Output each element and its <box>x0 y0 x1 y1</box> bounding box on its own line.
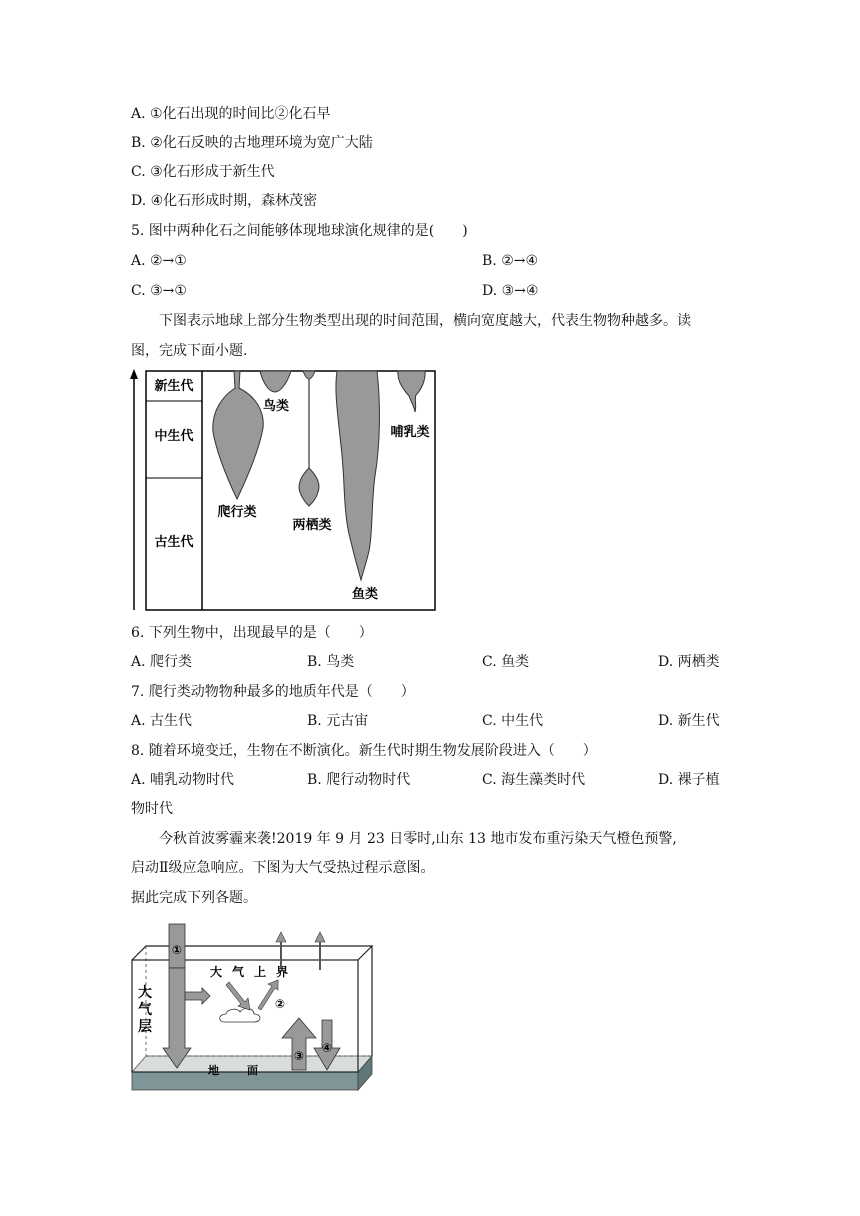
organism-timeline-figure <box>125 366 440 614</box>
label-amphibian: 两栖类 <box>292 518 332 533</box>
label-reptile: 爬行类 <box>217 505 257 520</box>
label-atmosphere-layer-1: 大气层 <box>136 984 152 1036</box>
q5-option-a: A. ②→① <box>131 253 187 269</box>
era-cenozoic: 新生代 <box>154 379 194 394</box>
intro1-line2: 图，完成下面小题. <box>131 343 248 359</box>
q8-option-a: A. 哺乳动物时代 <box>131 772 235 788</box>
label-bird: 鸟类 <box>262 399 290 414</box>
intro2-line2: 启动Ⅱ级应急响应。下图为大气受热过程示意图。 <box>131 860 435 876</box>
q5-option-b: B. ②→④ <box>482 253 539 269</box>
marker-1: ① <box>171 943 183 957</box>
q8-stem: 8. 随着环境变迁，生物在不断演化。新生代时期生物发展阶段进入（ ） <box>131 743 597 759</box>
q5-option-c: C. ③→① <box>131 283 187 299</box>
bird-range-shape <box>260 371 291 392</box>
q6-stem: 6. 下列生物中，出现最早的是（ ） <box>131 625 373 641</box>
q8-option-c: C. 海生藻类时代 <box>482 772 586 788</box>
amphibian-range-shape-top <box>303 371 315 379</box>
label-mammal: 哺乳类 <box>390 425 430 440</box>
cloud-shape <box>220 1008 260 1022</box>
label-fish: 鱼类 <box>351 587 379 602</box>
q5-stem: 5. 图中两种化石之间能够体现地球演化规律的是( ) <box>131 223 468 239</box>
intro2-line3: 据此完成下列各题。 <box>131 890 257 906</box>
era-paleozoic: 古生代 <box>154 535 194 550</box>
q5-option-d: D. ③→④ <box>482 283 539 299</box>
q8-option-d: D. 裸子植 <box>658 772 720 788</box>
reptile-range-shape <box>213 371 263 499</box>
intro2-line1: 今秋首波雾霾来袭!2019 年 9 月 23 日零时,山东 13 地市发布重污染天气橙色预警, <box>159 831 677 847</box>
q7-option-c: C. 中生代 <box>482 713 544 729</box>
q6-option-d: D. 两栖类 <box>658 654 720 670</box>
intro1-line1: 下图表示地球上部分生物类型出现的时间范围，横向宽度越大，代表生物物种越多。读 <box>159 313 691 329</box>
q4-option-a: A. ①化石出现的时间比②化石早 <box>131 106 331 122</box>
q7-option-d: D. 新生代 <box>658 713 720 729</box>
label-ground: 地面 <box>208 1064 286 1077</box>
q8-option-b: B. 爬行动物时代 <box>307 772 411 788</box>
mammal-range-shape <box>398 371 425 412</box>
amphibian-range-shape <box>299 468 319 506</box>
q7-option-b: B. 元古宙 <box>307 713 369 729</box>
q7-option-a: A. 古生代 <box>131 713 193 729</box>
marker-2: ② <box>274 997 286 1011</box>
q4-option-d: D. ④化石形成时期，森林茂密 <box>131 193 318 209</box>
atmosphere-heating-figure <box>128 920 378 1098</box>
marker-4: ④ <box>321 1041 333 1055</box>
q7-stem: 7. 爬行类动物物种最多的地质年代是（ ） <box>131 684 415 700</box>
q6-option-b: B. 鸟类 <box>307 654 355 670</box>
q6-option-c: C. 鱼类 <box>482 654 530 670</box>
q8-option-d-continued: 物时代 <box>131 801 173 817</box>
marker-3: ③ <box>293 1049 305 1063</box>
q4-option-b: B. ②化石反映的古地理环境为宽广大陆 <box>131 135 373 151</box>
label-upper-atmosphere: 大气上界 <box>210 965 299 979</box>
fish-range-shape <box>336 371 380 580</box>
q4-option-c: C. ③化石形成于新生代 <box>131 164 275 180</box>
q6-option-a: A. 爬行类 <box>131 654 193 670</box>
era-mesozoic: 中生代 <box>154 429 194 444</box>
